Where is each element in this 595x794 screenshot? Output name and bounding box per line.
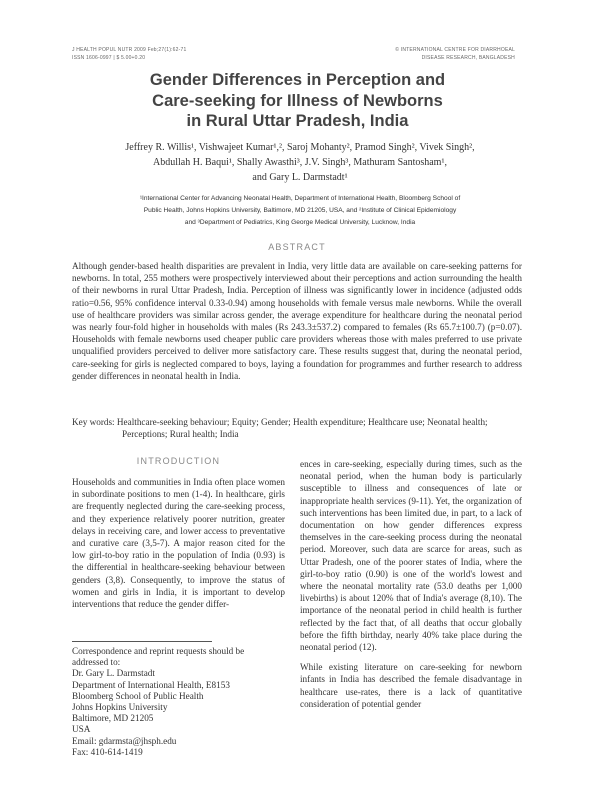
affiliations (90, 193, 510, 229)
left-column (72, 456, 285, 610)
right-column (300, 458, 522, 710)
journal-citation: J HEALTH POPUL NUTR 2009 Feb;27(1):62-71 (72, 47, 187, 53)
introduction-left-text: Households and communities in India often place women in subordinate positions to men (1-4). In healthcare, girls are frequently neglected during the care-seeking process, and they experience relatively poorer nutrition, greater delays in receiving care, and lower access to preventative and curative care (3,5-7). A major reason cited for the low girl-to-boy ratio in the population of India (0.93) is the differential in healthcare-seeking behaviour between genders (3,8). Consequently, to improve the status of women and girls in India, it is important to develop interventions that reduce the gender differ- (72, 477, 285, 610)
authors-line-1: Jeffrey R. Willis¹, Vishwajeet Kumar¹,², Saroj Mohanty², Pramod Singh², Vivek Singh², (125, 142, 475, 153)
abstract-text: Although gender-based health disparities are prevalent in India, very little data are available on care-seeking patterns for newborns. In total, 255 mothers were prospectively interviewed about their perceptions and action surrounding the health of their newborns in rural Uttar Pradesh, India. Perception of illness was significantly lower in incidence (adjusted odds ratio=0.56, 95% confidence interval 0.33-0.94) among households with female versus male newborns. While the overall use of healthcare providers was similar across gender, the average expenditure for healthcare during the neonatal period was nearly four-fold higher in households with males (Rs 243.3±537.2) compared to females (Rs 65.7±100.7) (p=0.07). Households with female newborns used cheaper public care providers whereas those with males preferred to use private unqualified providers perceived to deliver more satisfactory care. These results suggest that, during the neonatal period, care-seeking for girls is neglected compared to boys, laying a foundation for programmes and further research to address gender differences in neonatal health in India. (72, 261, 522, 381)
correspondence-university: Johns Hopkins University (72, 702, 168, 713)
authors-line-3: and Gary L. Darmstadt¹ (252, 172, 348, 183)
author-list (80, 140, 520, 185)
keywords-text: Healthcare-seeking behaviour; Equity; Gender; Health expenditure; Healthcare use; Neonatal health; Perceptions; Rural health; India (116, 417, 488, 440)
correspondence-school: Bloomberg School of Public Health (72, 690, 204, 701)
correspondence-country: USA (72, 724, 91, 735)
introduction-right-paragraph-1: ences in care-seeking, especially during times, such as the neonatal period, when the human body is particularly susceptible to illness and consequences of late or inappropriate health services (9-11). Yet, the organization of such interventions has been limited due, in part, to a lack of documentation on how gender differences express themselves in the care-seeking process during the neonatal period. Moreover, such data are scarce for areas, such as Uttar Pradesh, one of the poorer states of India, where the girl-to-boy ratio (0.90) is one of the world's lowest and where the neonatal mortality rate (53.0 deaths per 1,000 livebirths) is about 120% that of India's average (8,10). The importance of the neonatal period in child health is further reflected by the fact that, of all deaths that occur globally before the fifth birthday, nearly 40% take place during the neonatal period (12). (300, 459, 522, 653)
correspondence-email: Email: gdarmsta@jhsph.edu (72, 735, 177, 746)
journal-issn: ISSN 1606-0997 | $ 5.00+0.20 (72, 54, 146, 61)
title-line-1: Gender Differences in Perception and (149, 71, 446, 89)
running-head-left (72, 47, 186, 62)
correspondence-block (72, 646, 285, 758)
keywords-label: Key words: (72, 417, 115, 427)
correspondence-fax: Fax: 410-614-1419 (72, 746, 143, 757)
copyright-line-1: © INTERNATIONAL CENTRE FOR DIARRHOEAL (395, 47, 515, 53)
introduction-right-paragraph-2: While existing literature on care-seeking for newborn infants in India has described the female disadvantage in healthcare use-rates, there is a lack of quantitative consideration of potential gender (300, 662, 522, 709)
affiliation-line-2: Public Health, Johns Hopkins University, Baltimore, MD 21205, USA, and ²Institute of Clinical Epidemiology (143, 207, 457, 214)
title-line-2: Care-seeking for Illness of Newborns (152, 91, 443, 110)
correspondence-line-2: addressed to: (72, 657, 121, 668)
copyright-line-2: DISEASE RESEARCH, BANGLADESH (421, 54, 515, 61)
correspondence-line-1: Correspondence and reprint requests should be (72, 646, 245, 656)
authors-line-2: Abdullah H. Baqui¹, Shally Awasthi³, J.V. Singh³, Mathuram Santosham¹, (153, 157, 447, 168)
correspondence-city: Baltimore, MD 21205 (72, 713, 154, 724)
keywords (72, 416, 522, 440)
correspondence-department: Department of International Health, E8153 (72, 679, 230, 690)
title-line-3: in Rural Uttar Pradesh, India (186, 112, 409, 130)
introduction-heading: INTRODUCTION (136, 456, 221, 466)
footnote-divider (72, 641, 212, 642)
abstract-heading: ABSTRACT (268, 242, 326, 252)
correspondence-name: Dr. Gary L. Darmstadt (72, 668, 155, 679)
affiliation-line-1: ¹International Center for Advancing Neonatal Health, Department of International Health, Bloomberg School of (139, 195, 461, 202)
article-title (60, 70, 535, 132)
affiliation-line-3: and ³Department of Pediatrics, King George Medical University, Lucknow, India (184, 219, 416, 226)
running-head-right (395, 47, 515, 62)
